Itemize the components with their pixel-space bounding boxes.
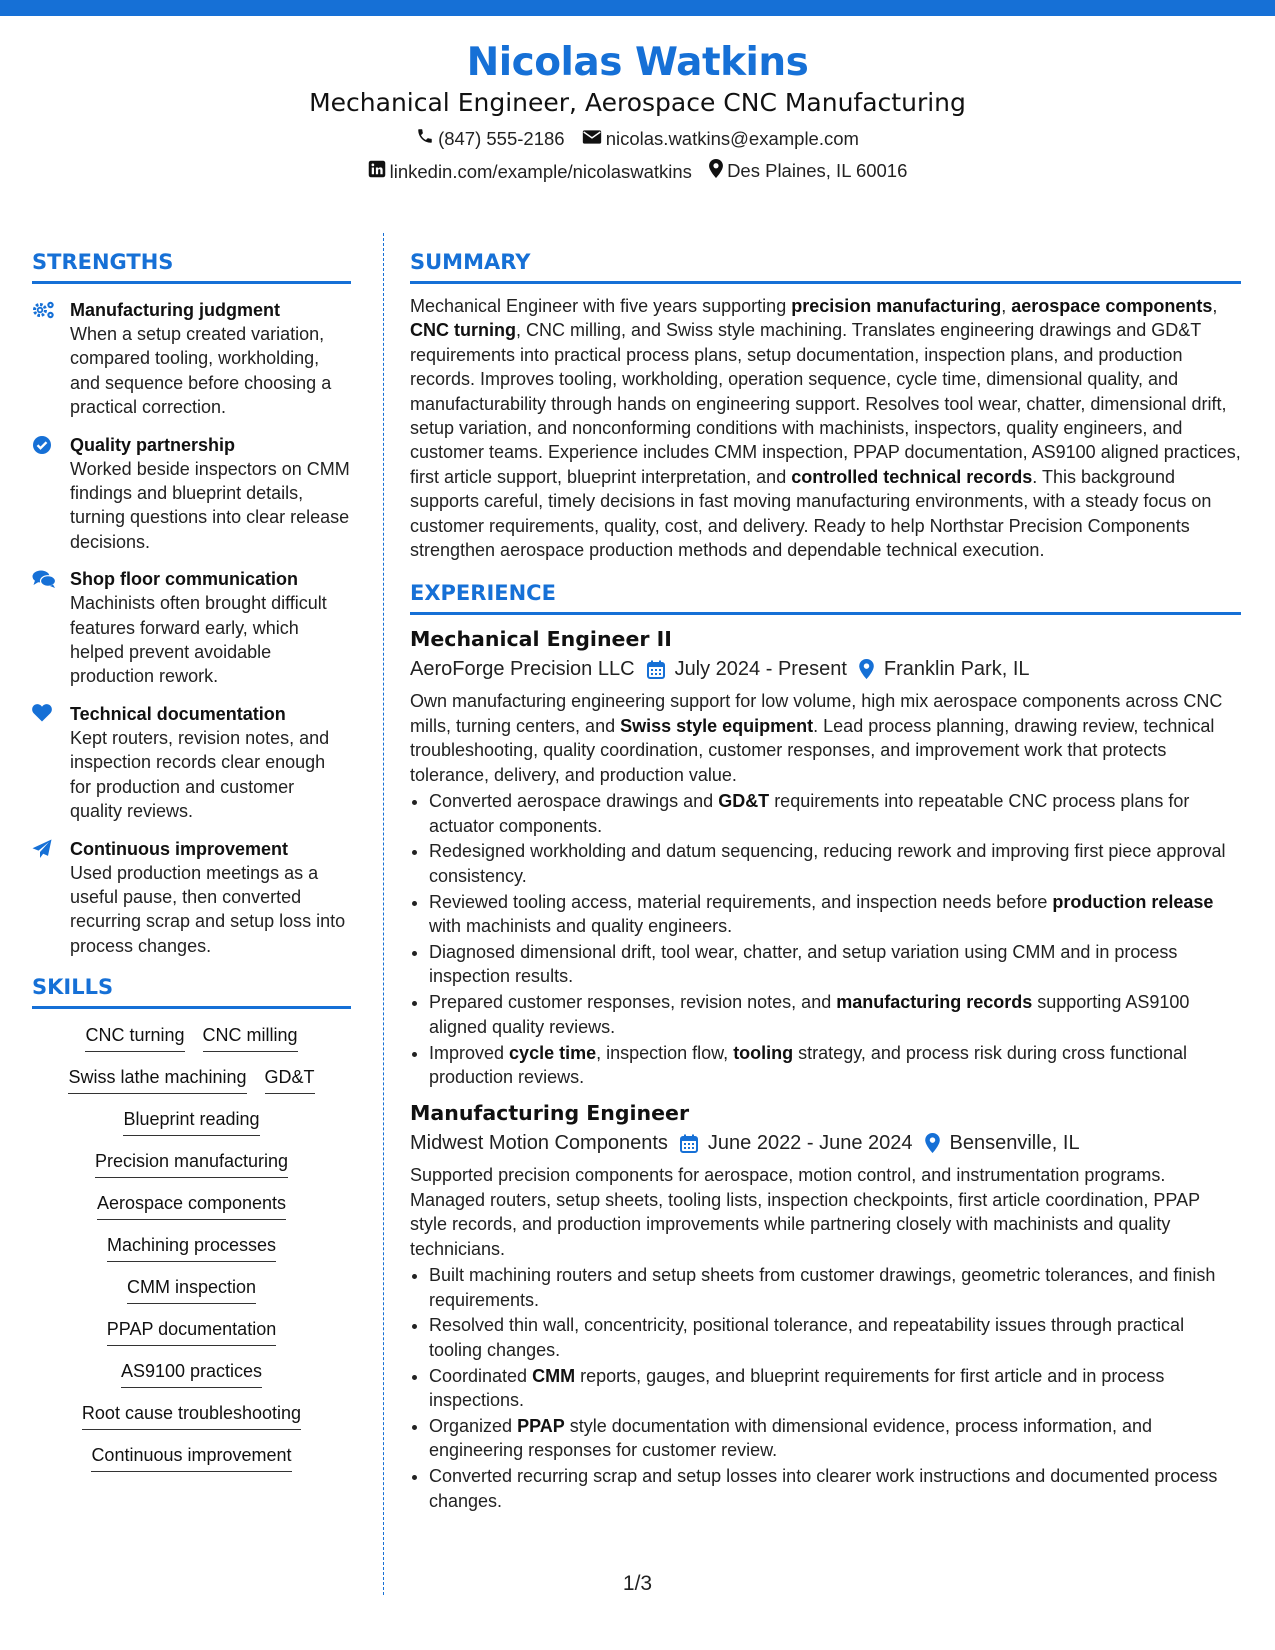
bullet-item	[429, 789, 1241, 838]
text-run: style documentation with dimensional evidence, process information, and engineering responses for customer review.	[429, 1416, 1153, 1461]
bold-text: CNC turning	[410, 320, 516, 341]
text-run: Built machining routers and setup sheets from customer drawings, geometric tolerances, and finish requirements.	[429, 1265, 1216, 1310]
location-text: Des Plaines, IL 60016	[727, 160, 908, 182]
bullet-item	[429, 990, 1241, 1039]
skill-tag: Precision manufacturing	[95, 1149, 288, 1178]
company-name: AeroForge Precision LLC	[410, 658, 635, 681]
column-divider	[383, 233, 384, 1595]
strength-desc: Used production meetings as a useful pause, then converted recurring scrap and setup loss into process changes.	[70, 862, 346, 956]
phone-icon	[416, 127, 438, 150]
map-pin-icon	[847, 659, 884, 679]
bullet-item	[429, 940, 1241, 989]
skill-row	[32, 1401, 351, 1430]
skill-tag: Aerospace components	[97, 1191, 286, 1220]
linkedin-icon	[368, 160, 390, 183]
resume-header	[0, 40, 1275, 183]
text-run: ,	[1001, 296, 1012, 316]
calendar-icon	[635, 660, 675, 679]
skill-tag: CMM inspection	[127, 1275, 256, 1304]
text-run: reports, gauges, and blueprint requirements for first article and in process inspections.	[429, 1365, 1165, 1411]
text-run: Diagnosed dimensional drift, tool wear, chatter, and setup variation using CMM and in process inspection results.	[429, 942, 1178, 987]
skill-row	[32, 1065, 351, 1094]
strength-item	[32, 837, 351, 959]
job-description	[410, 689, 1241, 787]
skill-tag: Root cause troubleshooting	[82, 1401, 301, 1430]
contact-row-2	[0, 159, 1275, 183]
strengths-heading: STRENGTHS	[32, 248, 351, 284]
experience-heading: EXPERIENCE	[410, 579, 1241, 615]
skill-tag: Swiss lathe machining	[68, 1065, 246, 1094]
email-text: nicolas.watkins@example.com	[605, 128, 859, 150]
skill-row	[32, 1275, 351, 1304]
text-run: Improved	[429, 1042, 510, 1063]
strength-title: Quality partnership	[70, 434, 236, 455]
job-location: Franklin Park, IL	[883, 658, 1030, 681]
bold-text: controlled technical records	[791, 466, 1033, 487]
top-accent-bar	[0, 0, 1275, 16]
skill-row	[32, 1149, 351, 1178]
bold-text: PPAP	[517, 1416, 565, 1437]
bold-text: manufacturing records	[836, 992, 1033, 1013]
text-run: Own manufacturing engineering support for low volume, high mix aerospace components across CNC mills, turning centers, and	[410, 691, 1223, 736]
bullet-item	[429, 839, 1241, 888]
bullet-item	[429, 890, 1241, 939]
skill-row	[32, 1317, 351, 1346]
text-run: Redesigned workholding and datum sequencing, reducing rework and improving first piece approval consistency.	[429, 841, 1226, 886]
skill-row	[32, 1359, 351, 1388]
right-column	[410, 248, 1241, 1515]
skills-heading: SKILLS	[32, 973, 351, 1009]
job-description	[410, 1163, 1241, 1261]
phone-contact[interactable]	[416, 127, 565, 150]
skill-row	[32, 1233, 351, 1262]
skill-tag: GD&T	[265, 1065, 315, 1094]
text-run: Organized	[429, 1416, 518, 1437]
envelope-icon	[582, 128, 606, 150]
bold-text: GD&T	[718, 791, 770, 812]
strength-desc: Worked beside inspectors on CMM findings and blueprint details, turning questions into clear release decisions.	[70, 458, 350, 552]
skill-tag: PPAP documentation	[107, 1317, 276, 1346]
page-number: 1/3	[622, 1572, 653, 1595]
strength-item	[32, 298, 351, 420]
bold-text: cycle time	[509, 1042, 597, 1063]
email-contact[interactable]	[582, 128, 859, 150]
skill-tag: AS9100 practices	[121, 1359, 262, 1388]
job-entry	[410, 1099, 1241, 1513]
skill-tag: Blueprint reading	[123, 1107, 259, 1136]
bullet-item	[429, 1041, 1241, 1090]
text-run: strategy, and process risk during cross functional production reviews.	[429, 1042, 1188, 1088]
heart-icon	[32, 702, 70, 824]
job-dates: June 2022 - June 2024	[707, 1132, 913, 1155]
text-run: . Lead process planning, drawing review, technical troubleshooting, quality coordination, customer responses, and improvement work that protects tolerance, delivery, and production value.	[410, 715, 1215, 785]
text-run: ,	[1212, 296, 1218, 316]
bullet-item	[429, 1263, 1241, 1312]
skills-list	[32, 1023, 351, 1472]
job-title: Manufacturing Engineer	[410, 1101, 690, 1126]
job-bullets	[410, 1263, 1241, 1513]
strength-title: Technical documentation	[70, 703, 286, 724]
strength-desc: When a setup created variation, compared tooling, workholding, and sequence before choosing a practical correction.	[70, 324, 332, 418]
summary-text	[410, 294, 1241, 562]
strength-title: Shop floor communication	[70, 569, 298, 590]
company-name: Midwest Motion Components	[410, 1132, 668, 1155]
check-circle-icon	[32, 433, 70, 555]
bullet-item	[429, 1414, 1241, 1463]
text-run: Coordinated	[429, 1365, 533, 1386]
text-run: requirements into repeatable CNC process plans for actuator components.	[429, 791, 1190, 836]
bold-text: precision manufacturing	[791, 296, 1002, 316]
strength-title: Continuous improvement	[70, 838, 289, 859]
skill-row	[32, 1443, 351, 1472]
bold-text: aerospace components	[1011, 296, 1213, 316]
skill-tag: Continuous improvement	[91, 1443, 291, 1472]
comments-icon	[32, 567, 70, 689]
job-dates: July 2024 - Present	[674, 658, 847, 681]
text-run: Reviewed tooling access, material requirements, and inspection needs before	[429, 891, 1053, 912]
bold-text: Swiss style equipment	[620, 715, 814, 736]
paper-plane-icon	[32, 837, 70, 959]
location-contact	[709, 159, 907, 183]
strength-item	[32, 433, 351, 555]
bullet-item	[429, 1313, 1241, 1362]
text-run: supporting AS9100 aligned quality reviews.	[429, 992, 1190, 1037]
skill-tag: Machining processes	[107, 1233, 276, 1262]
left-column	[32, 248, 351, 1485]
text-run: Resolved thin wall, concentricity, positional tolerance, and repeatability issues through practical tooling changes.	[429, 1315, 1185, 1360]
gears-icon	[32, 298, 70, 420]
text-run: Prepared customer responses, revision notes, and	[429, 992, 837, 1013]
bold-text: production release	[1052, 891, 1214, 912]
summary-heading: SUMMARY	[410, 248, 1241, 284]
skill-tag: CNC turning	[85, 1023, 184, 1052]
candidate-name: Nicolas Watkins	[466, 40, 809, 85]
strength-title: Manufacturing judgment	[70, 300, 280, 320]
text-run: Supported precision components for aerospace, motion control, and instrumentation programs. Managed routers, setup sheets, tooling lists, inspection checkpoints, first article coordination, PPAP style records, and production improvements while partnering closely with machinists and quality technicians.	[410, 1165, 1200, 1259]
text-run: Converted recurring scrap and setup losses into clearer work instructions and documented process changes.	[429, 1466, 1218, 1511]
linkedin-contact[interactable]	[368, 160, 692, 183]
linkedin-text: linkedin.com/example/nicolaswatkins	[389, 160, 692, 182]
strengths-list	[32, 298, 351, 958]
job-meta	[410, 655, 1241, 683]
strength-desc: Machinists often brought difficult features forward early, which helped prevent avoidable production rework.	[70, 593, 327, 687]
map-pin-icon	[913, 1133, 950, 1153]
contact-row-1	[0, 127, 1275, 150]
text-run: , CNC milling, and Swiss style machining. Translates engineering drawings and GD&T requirements into practical process plans, setup documentation, inspection plans, and production records. Improves tooling, workholding, operation sequence, cycle time, dimensional quality, and manufacturability through hands on engineering support. Resolves tool wear, chatter, dimensional drift, setup variation, and nonconforming conditions with machinists, inspectors, quality engineers, and customer teams. Experience includes CMM inspection, PPAP documentation, AS9100 aligned practices, first article support, blueprint interpretation, and	[410, 320, 1241, 487]
text-run: , inspection flow,	[596, 1042, 734, 1063]
text-run: Converted aerospace drawings and	[429, 791, 719, 812]
skill-row	[32, 1023, 351, 1052]
skill-tag: CNC milling	[203, 1023, 298, 1052]
bold-text: CMM	[532, 1365, 576, 1386]
skill-row	[32, 1191, 351, 1220]
bullet-item	[429, 1464, 1241, 1513]
strength-item	[32, 567, 351, 689]
phone-text: (847) 555-2186	[438, 127, 565, 149]
calendar-icon	[668, 1134, 708, 1153]
text-run: . This background supports careful, timely decisions in fast moving manufacturing environments, with a steady focus on customer requirements, quality, cost, and delivery. Ready to help Northstar Precision Components strengthen aerospace production methods and dependable technical execution.	[410, 466, 1212, 561]
job-entry	[410, 625, 1241, 1089]
text-run: with machinists and quality engineers.	[429, 916, 733, 937]
bold-text: tooling	[733, 1042, 794, 1063]
text-run: Mechanical Engineer with five years supporting	[410, 296, 792, 316]
skill-row	[32, 1107, 351, 1136]
job-location: Bensenville, IL	[949, 1132, 1080, 1155]
candidate-title: Mechanical Engineer, Aerospace CNC Manufacturing	[309, 87, 966, 117]
bullet-item	[429, 1364, 1241, 1413]
job-bullets	[410, 789, 1241, 1089]
experience-list	[410, 625, 1241, 1513]
strength-item	[32, 702, 351, 824]
job-meta	[410, 1129, 1241, 1157]
map-pin-icon	[709, 159, 727, 183]
job-title: Mechanical Engineer II	[410, 627, 672, 652]
strength-desc: Kept routers, revision notes, and inspection records clear enough for production and customer quality reviews.	[70, 727, 330, 822]
